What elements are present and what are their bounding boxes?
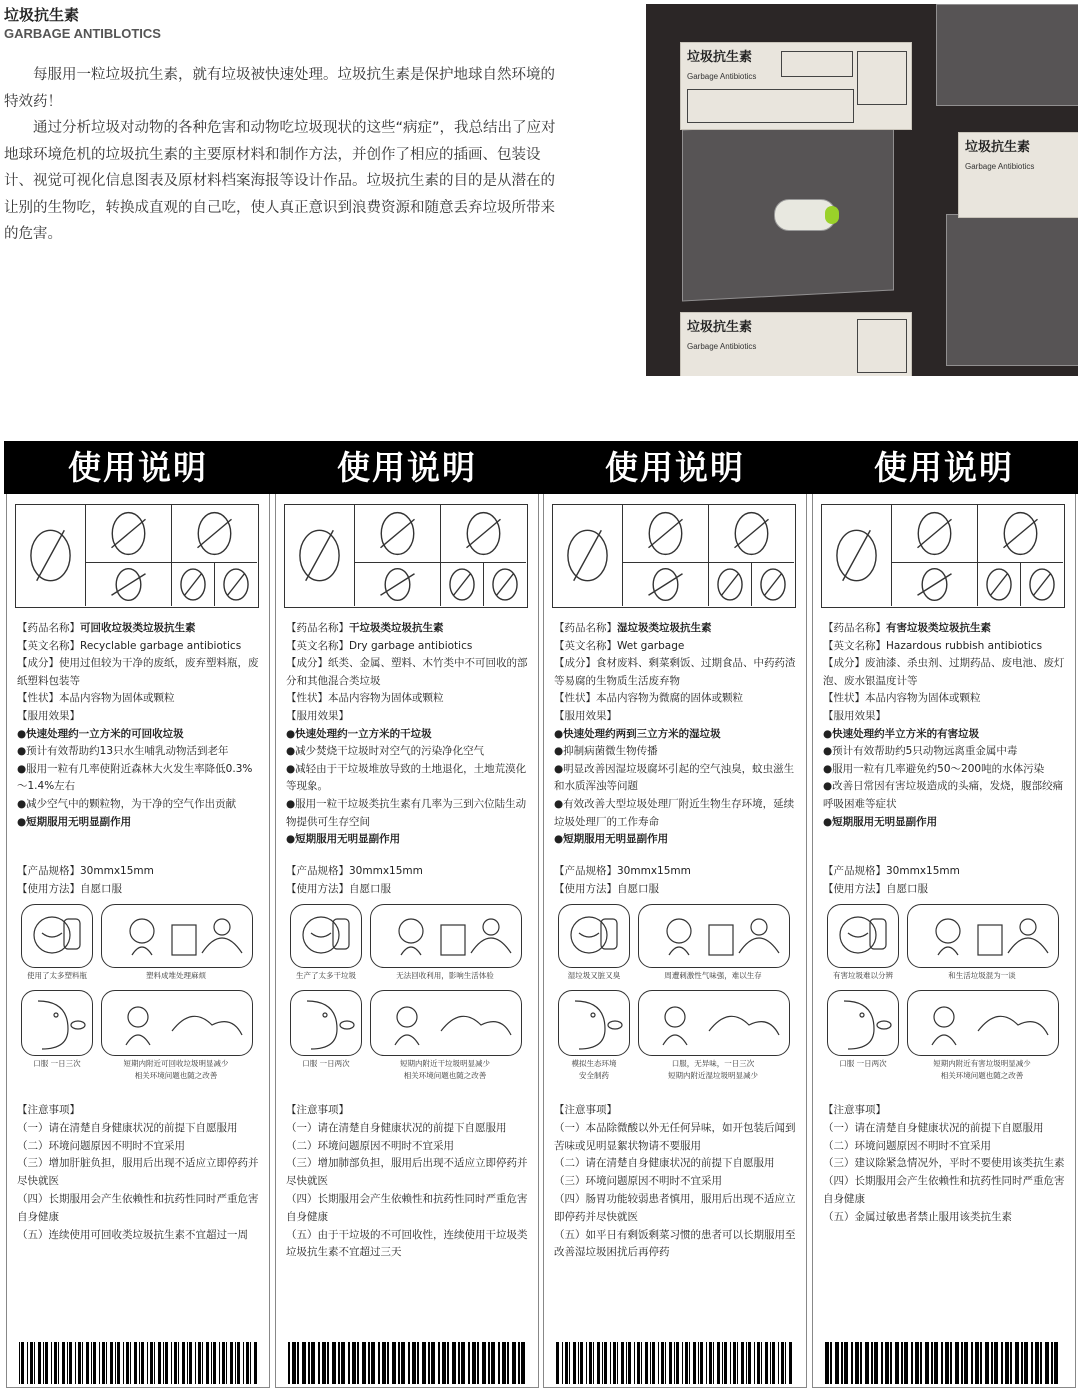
info-key: ● [554,797,564,810]
comic-caption: 口服 一日三次 [33,1059,81,1068]
barcode [825,1342,1065,1384]
info-value: 服用一粒有几率避免约50～200吨的水体污染 [832,762,1045,775]
info-line [17,655,261,690]
card-heading: 使用说明 [605,448,745,487]
comic-panel [638,990,790,1056]
precaution-item: （三）建议除紧急情况外，平时不要使用该类抗生素 [823,1157,1065,1170]
info-line [286,726,530,744]
drug-info [554,620,798,849]
spec-size: 30mmx15mm [617,865,691,877]
precautions-title: 【注意事项】 [17,1104,80,1116]
drug-info [286,620,530,849]
info-line [823,814,1067,832]
spec-size: 30mmx15mm [349,865,423,877]
comic-panel [558,904,630,968]
info-key: ● [17,815,27,828]
package-subtitle: Garbage Antibiotics [687,342,757,351]
info-key: 【英文名称】 [286,639,349,652]
info-key: 【药品名称】 [823,622,886,634]
info-key: 【性状】 [554,692,596,705]
info-key: 【药品名称】 [17,622,80,634]
info-value: 改善日常因有害垃圾造成的头痛，发烧，腹部绞痛呼吸困难等症状 [823,780,1064,810]
spec-label: 【产品规格】 [286,865,349,877]
info-value: 快速处理约半立方米的有害垃圾 [832,727,980,740]
info-value: 废油漆、杀虫剂、过期药品、废电池、废灯泡、废水银温度计等 [823,657,1065,687]
info-key: ● [17,745,27,758]
info-value: 短期服用无明显副作用 [563,833,669,846]
product-spec [17,863,261,898]
intro-paragraph: 通过分析垃圾对动物的各种危害和动物吃垃圾现状的这些“病症”，我总结出了应对地球环境危机的垃圾抗生素的主要原材料和制作方法，并创作了相应的插画、包装设计、视觉可视化信息图表及原材料档案海报等设计作品。垃圾抗生素的目的是从潜在的让别的生物吃，转换成直观的自己吃，使人真正意识到浪费资源和随意丢弃垃圾所带来的危害。 [4,120,556,242]
info-key: ● [17,797,27,810]
info-value: 本品内容物为固体或颗粒 [865,692,981,705]
info-line [17,638,261,656]
info-key: ● [17,762,27,775]
info-value: 明显改善因湿垃圾腐坏引起的空气浊臭，蚊虫滋生和水质浑浊等问题 [554,762,795,793]
comic-panel [558,990,630,1056]
card-heading: 使用说明 [874,448,1014,487]
chocolate-icon [709,563,752,606]
info-line [17,761,261,796]
info-value: 快速处理约两到三立方米的湿垃圾 [563,727,721,740]
comic-panel [21,904,93,968]
spec-label: 【产品规格】 [823,865,886,877]
comic-caption: 无法回收利用，影响生活体验 [396,971,494,980]
info-key: 【成分】 [823,657,865,670]
info-key: 【成分】 [286,657,328,670]
intro-paragraph: 每服用一粒垃圾抗生素，就有垃圾被快速处理。垃圾抗生素是保护地球自然环境的特效药！ [4,67,555,110]
precautions-title: 【注意事项】 [286,1104,349,1116]
comic-caption: 模拟生态环境 安全制药 [571,1059,617,1080]
info-line [823,708,1067,726]
precautions [554,1102,798,1262]
comic-panel [907,990,1059,1056]
info-value: 减轻由于干垃圾堆放导致的土地退化，土地荒漠化等现象。 [286,762,527,793]
comic-caption: 生产了太多干垃圾 [296,971,356,980]
instruction-card [4,441,272,1387]
precaution-item: （五）金属过敏患者禁止服用该类抗生素 [823,1210,1012,1223]
thermometer-icon [1021,563,1063,606]
precaution-item: （一）请在清楚自身健康状况的前提下自愿服用 [823,1121,1044,1134]
trash-bin-icon [172,563,215,606]
barcode-graphic [288,1342,528,1384]
fish-bone-icon [752,563,794,606]
comic-panel [370,990,522,1056]
info-line [554,638,798,656]
drug-info [17,620,261,831]
info-key: 【性状】 [286,692,328,705]
info-line [286,796,530,831]
method-value: 自愿口服 [80,882,122,895]
basket-icon [215,563,257,606]
info-key: 【成分】 [17,657,59,670]
comic-panel [290,990,362,1056]
precaution-item: （一）请在清楚自身健康状况的前提下自愿服用 [17,1121,238,1134]
precautions [823,1102,1067,1227]
method-label: 【使用方法】 [554,882,617,895]
comic-caption: 湿垃圾又脏又臭 [567,971,621,980]
card-heading: 使用说明 [68,448,208,487]
info-key: 【药品名称】 [286,622,349,634]
info-value: Dry garbage antibiotics [349,639,473,652]
fruit-peel-icon [623,505,709,563]
comic-panels [286,904,530,1094]
info-key: 【英文名称】 [823,639,886,652]
comic-caption: 塑料成堆处理麻烦 [146,971,206,980]
paint-bucket-icon [822,505,892,606]
info-key: ● [823,745,833,758]
info-line [554,690,798,708]
info-line [554,655,798,690]
info-line [554,761,798,796]
info-line [17,708,261,726]
info-key: ● [286,833,296,846]
banana-peel-icon [553,505,623,606]
product-photo [646,4,1078,376]
barcode [288,1342,528,1384]
precaution-item: （五）连续使用可回收类垃圾抗生素不宜超过一周 [17,1228,248,1241]
info-key: 【服用效果】 [823,709,886,722]
comic-caption: 和生活垃圾混为一谈 [948,971,1016,980]
info-key: ● [823,815,833,828]
precautions-title: 【注意事项】 [823,1104,886,1116]
comic-panel [290,904,362,968]
spec-label: 【产品规格】 [554,865,617,877]
info-value: 食材废料、剩菜剩饭、过期食品、中药药渣等易腐的生物质生活废弃物 [554,657,796,687]
package-label [680,312,912,376]
info-line [286,620,530,638]
precaution-item: （四）肠胃功能较弱患者慎用，服用后出现不适应立即停药并尽快就医 [554,1192,796,1223]
precautions-title: 【注意事项】 [554,1104,617,1116]
icon-grid [15,504,259,608]
medicine-box-icon [978,563,1021,606]
info-value: 抑制病菌微生物传播 [563,745,658,758]
comic-panel [638,904,790,968]
info-key: 【英文名称】 [17,639,80,652]
comic-caption: 短期内附近有害垃圾明显减少 相关环境问题也随之改善 [933,1059,1031,1080]
info-line [823,778,1067,813]
info-line [286,743,530,761]
precaution-item: （四）长期服用会产生依赖性和抗药性同时严重危害自身健康 [17,1192,259,1223]
precaution-item: （二）环境问题原因不明时不宜采用 [17,1139,185,1152]
comic-caption: 口服 一日两次 [839,1059,887,1068]
comic-caption: 口服 一日两次 [302,1059,350,1068]
method-label: 【使用方法】 [823,882,886,895]
info-value: Wet garbage [617,639,685,652]
info-value: 短期服用无明显副作用 [26,815,132,828]
info-line [286,761,530,796]
info-value: 短期服用无明显副作用 [832,815,938,828]
package-title: 垃圾抗生素 [687,50,753,65]
info-value: 快速处理约一立方米的可回收垃圾 [26,727,184,740]
rubber-duck-icon [172,505,257,563]
card-body [275,494,539,1388]
comic-panels [17,904,261,1094]
info-key: 【成分】 [554,657,596,670]
comic-panel [907,904,1059,968]
package-title: 垃圾抗生素 [687,320,753,335]
precaution-item: （三）增加肺部负担，服用后出现不适应立即停药并尽快就医 [286,1157,528,1188]
info-line [823,655,1067,690]
method-value: 自愿口服 [617,882,659,895]
info-value: Recyclable garbage antibiotics [80,639,242,652]
eggshell-icon [709,505,794,563]
info-line [823,726,1067,744]
instruction-card [810,441,1078,1387]
info-line [17,690,261,708]
method-label: 【使用方法】 [286,882,349,895]
precaution-item: （五）由于干垃圾的不可回收性，连续使用干垃圾类垃圾抗生素不宜超过三天 [286,1228,528,1259]
tube-icon [285,505,355,606]
info-value: 有效改善大型垃圾处理厂附近生物生存环境，延续垃圾处理厂的工作寿命 [554,797,795,828]
info-line [286,708,530,726]
comic-caption: 周遭刺激性气味强，难以生存 [664,971,762,980]
info-key: ● [554,727,564,740]
info-key: ● [286,727,296,740]
precaution-item: （二）请在清楚自身健康状况的前提下自愿服用 [554,1157,775,1170]
info-key: ● [554,833,564,846]
info-line [17,814,261,832]
info-line [823,620,1067,638]
method-value: 自愿口服 [349,882,391,895]
lighter-icon [441,505,526,563]
info-key: 【性状】 [17,692,59,705]
section-subtitle: GARBAGE ANTIBLOTICS [4,26,161,41]
info-line [286,690,530,708]
info-value: 本品内容物为固体或颗粒 [59,692,175,705]
info-key: ● [823,762,833,775]
info-line [823,638,1067,656]
package-subtitle: Garbage Antibiotics [965,162,1035,171]
info-line [823,743,1067,761]
precaution-item: （四）长期服用会产生依赖性和抗药性同时严重危害自身健康 [286,1192,528,1223]
info-line [554,831,798,849]
info-key: ● [823,780,833,793]
info-value: 干垃圾类垃圾抗生素 [349,622,444,634]
info-value: 可回收垃圾类垃圾抗生素 [80,622,196,634]
barcode [19,1342,259,1384]
info-line [17,796,261,814]
sausage-icon [623,563,709,606]
spec-size: 30mmx15mm [886,865,960,877]
info-line [286,638,530,656]
info-key: ● [17,727,27,740]
info-key: 【服用效果】 [286,709,349,722]
info-line [554,708,798,726]
precaution-item: （三）环境问题原因不明时不宜采用 [554,1175,722,1188]
info-line [17,743,261,761]
instruction-card [273,441,541,1387]
info-value: 有害垃圾类垃圾抗生素 [886,622,991,634]
info-value: 本品内容物为固体或颗粒 [328,692,444,705]
comic-panels [554,904,798,1094]
barcode-graphic [825,1342,1065,1384]
info-value: 湿垃圾类垃圾抗生素 [617,622,712,634]
plastic-bag-icon [86,505,172,563]
product-spec [286,863,530,898]
info-line [554,796,798,831]
box-icon [484,563,526,606]
info-line [823,761,1067,779]
toothbrush-icon [355,563,441,606]
info-value: 预计有效帮助约5只动物远离重金属中毒 [832,745,1018,758]
info-key: ● [286,745,296,758]
comic-caption: 使用了太多塑料瓶 [27,971,87,980]
info-line [554,726,798,744]
package-label [958,132,1078,218]
info-value: 本品内容物为微腐的固体或颗粒 [596,692,743,705]
barcode [556,1342,796,1384]
compact-mirror-icon [355,505,441,563]
info-value: 使用过但较为干净的废纸，废弃塑料瓶，废纸塑料包装等 [17,657,259,687]
card-body [6,494,270,1388]
method-value: 自愿口服 [886,882,928,895]
instruction-card [541,441,809,1387]
comic-panel [827,990,899,1056]
spec-label: 【产品规格】 [17,865,80,877]
package-title: 垃圾抗生素 [965,140,1031,155]
precautions [286,1102,530,1262]
precaution-item: （一）本品除微酸以外无任何异味，如开包装后闻到苦味或见明显絮状物请不要服用 [554,1121,796,1152]
info-value: Hazardous rubbish antibiotics [886,639,1043,652]
info-line [17,620,261,638]
drug-info [823,620,1067,831]
info-key: 【药品名称】 [554,622,617,634]
info-line [554,743,798,761]
package-subtitle: Garbage Antibiotics [687,72,757,81]
comic-panel [370,904,522,968]
precautions [17,1102,261,1244]
info-key: 【性状】 [823,692,865,705]
info-value: 短期服用无明显副作用 [295,833,401,846]
info-key: ● [554,745,564,758]
battery-pack-icon [892,505,978,563]
icon-grid [284,504,528,608]
barcode-graphic [556,1342,796,1384]
info-value: 减少空气中的颗粒物，为干净的空气作出贡献 [26,797,237,810]
info-key: 【服用效果】 [554,709,617,722]
info-key: ● [286,762,296,775]
info-line [823,690,1067,708]
info-line [17,726,261,744]
bottle-icon [16,505,86,606]
spec-size: 30mmx15mm [80,865,154,877]
info-value: 预计有效帮助约13只水生哺乳动物活到老年 [26,745,229,758]
info-line [286,831,530,849]
info-line [286,655,530,690]
info-value: 快速处理约一立方米的干垃圾 [295,727,432,740]
info-key: ● [823,727,833,740]
card-body [543,494,807,1388]
method-label: 【使用方法】 [17,882,80,895]
icon-grid [821,504,1065,608]
info-line [554,620,798,638]
card-heading: 使用说明 [337,448,477,487]
product-spec [823,863,1067,898]
battery-icon [441,563,484,606]
info-key: ● [286,797,296,810]
precaution-item: （二）环境问题原因不明时不宜采用 [823,1139,991,1152]
comic-panels [823,904,1067,1094]
product-spec [554,863,798,898]
comic-panel [101,990,253,1056]
comic-caption: 有害垃圾难以分辨 [833,971,893,980]
icon-grid [552,504,796,608]
fluorescent-tube-icon [892,563,978,606]
comb-icon [86,563,172,606]
comic-panel [21,990,93,1056]
info-value: 服用一粒有几率使附近森林大火发生率降低0.3%～1.4%左右 [17,762,253,793]
precaution-item: （二）环境问题原因不明时不宜采用 [286,1139,454,1152]
paintbrush-icon [978,505,1063,563]
comic-caption: 口服，无异味，一日三次 短期内附近湿垃圾明显减少 [668,1059,758,1080]
precaution-item: （一）请在清楚自身健康状况的前提下自愿服用 [286,1121,507,1134]
comic-caption: 短期内附近干垃圾明显减少 相关环境问题也随之改善 [400,1059,490,1080]
comic-panel [101,904,253,968]
section-title: 垃圾抗生素 [4,6,80,24]
comic-caption: 短期内附近可回收垃圾明显减少 相关环境问题也随之改善 [123,1059,229,1080]
info-key: 【服用效果】 [17,709,80,722]
info-key: 【英文名称】 [554,639,617,652]
comic-panel [827,904,899,968]
info-value: 服用一粒干垃圾类抗生素有几率为三到六位陆生动物提供可生存空间 [286,797,527,828]
barcode-graphic [19,1342,259,1384]
card-body [812,494,1076,1388]
package-label [680,42,912,130]
intro-text [4,62,564,248]
precaution-item: （五）如平日有剩饭剩菜习惯的患者可以长期服用至改善湿垃圾困扰后再停药 [554,1228,796,1259]
info-value: 减少焚烧干垃圾时对空气的污染净化空气 [295,745,485,758]
precaution-item: （三）增加肝脏负担，服用后出现不适应立即停药并尽快就医 [17,1157,259,1188]
info-key: ● [554,762,564,775]
capsule [774,199,836,231]
precaution-item: （四）长期服用会产生依赖性和抗药性同时严重危害自身健康 [823,1175,1065,1205]
info-value: 纸类、金属、塑料、木竹类中不可回收的部分和其他混合类垃圾 [286,657,528,687]
